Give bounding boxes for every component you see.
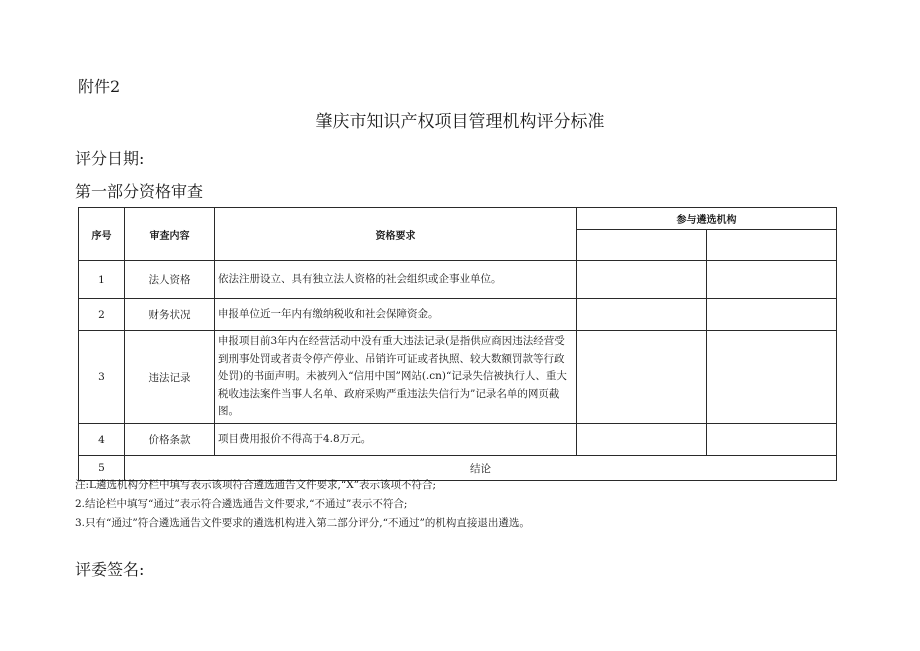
agency-1-cell[interactable] bbox=[577, 424, 707, 456]
signature-label: 评委签名: bbox=[75, 560, 145, 579]
conclusion-label: 结论 bbox=[125, 456, 837, 481]
agency-2-cell[interactable] bbox=[707, 331, 837, 424]
attachment-label: 附件2 bbox=[78, 77, 121, 96]
agency-1-cell[interactable] bbox=[577, 261, 707, 299]
row-requirement: 项目费用报价不得高于4.8万元。 bbox=[215, 424, 577, 456]
note-1: 注:L遴选机构分栏中填写表示该项符合遴选通告文件要求,“X”表示该项不符合; bbox=[75, 479, 437, 491]
table-row bbox=[79, 331, 837, 424]
document-title: 肇庆市知识产权项目管理机构评分标准 bbox=[315, 112, 605, 132]
agency-1-header-cell[interactable] bbox=[577, 230, 707, 261]
section-title: 第一部分资格审查 bbox=[75, 182, 204, 201]
note-3: 3.只有“通过”符合遴选通告文件要求的遴选机构进入第二部分评分,“不通过”的机构直接退出遴选。 bbox=[75, 517, 530, 529]
row-no: 3 bbox=[79, 331, 125, 424]
note-2: 2.结论栏中填写“通过”表示符合遴选通告文件要求,“不通过”表示不符合; bbox=[75, 498, 408, 510]
row-no: 2 bbox=[79, 299, 125, 331]
agency-1-cell[interactable] bbox=[577, 331, 707, 424]
qualification-review-table bbox=[78, 207, 837, 481]
table-header-row bbox=[79, 208, 837, 230]
row-requirement: 申报项目前3年内在经营活动中没有重大违法记录(是指供应商因违法经营受到刑事处罚或者责令停产停业、吊销许可证或者执照、较大数额罚款等行政处罚)的书面声明。未被列入“信用中国”网站(.cn)“记录失信被执行人、重大税收违法案件当事人名单、政府采购严重违法失信行为”记录名单的网页截图。 bbox=[215, 331, 577, 424]
agency-2-header-cell[interactable] bbox=[707, 230, 837, 261]
row-content: 财务状况 bbox=[125, 299, 215, 331]
conclusion-no: 5 bbox=[79, 456, 125, 481]
agency-2-cell[interactable] bbox=[707, 424, 837, 456]
agency-2-cell[interactable] bbox=[707, 299, 837, 331]
header-participating-agencies: 参与遴选机构 bbox=[577, 208, 837, 230]
table-row bbox=[79, 299, 837, 331]
row-content: 违法记录 bbox=[125, 331, 215, 424]
agency-2-cell[interactable] bbox=[707, 261, 837, 299]
row-requirement: 依法注册设立、具有独立法人资格的社会组织或企事业单位。 bbox=[215, 261, 577, 299]
row-content: 法人资格 bbox=[125, 261, 215, 299]
row-no: 1 bbox=[79, 261, 125, 299]
row-requirement: 申报单位近一年内有缴纳税收和社会保障资金。 bbox=[215, 299, 577, 331]
header-no: 序号 bbox=[79, 208, 125, 261]
header-review-content: 审查内容 bbox=[125, 208, 215, 261]
table-row bbox=[79, 424, 837, 456]
notes bbox=[75, 476, 530, 533]
header-requirement: 资格要求 bbox=[215, 208, 577, 261]
evaluation-date-label: 评分日期: bbox=[75, 149, 145, 168]
table-row bbox=[79, 261, 837, 299]
agency-1-cell[interactable] bbox=[577, 299, 707, 331]
row-content: 价格条款 bbox=[125, 424, 215, 456]
row-no: 4 bbox=[79, 424, 125, 456]
